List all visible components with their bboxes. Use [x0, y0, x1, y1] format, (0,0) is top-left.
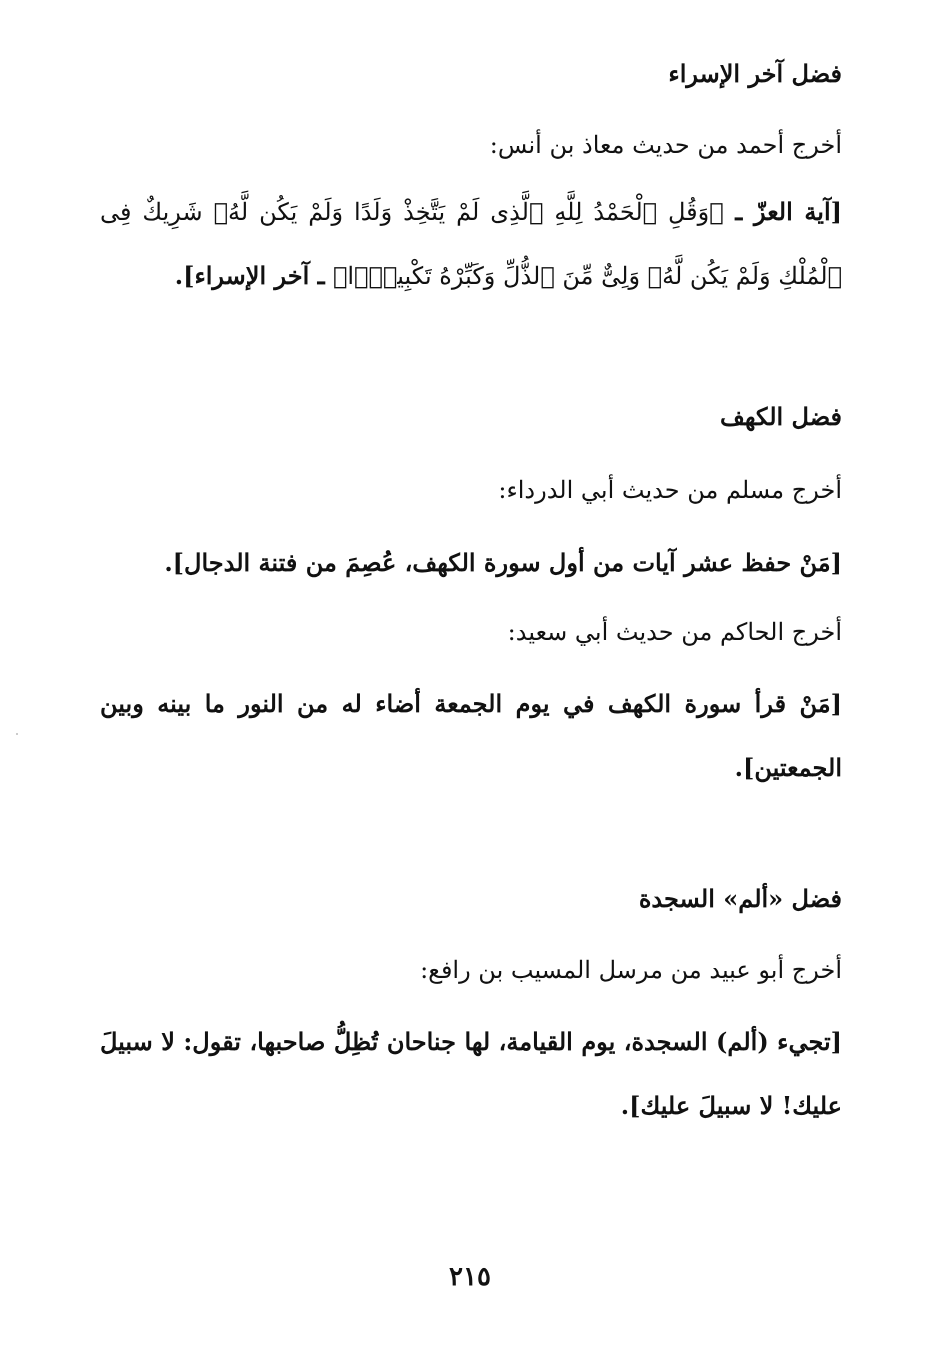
verse-suffix: ـ آخر الإسراء]. — [174, 261, 333, 290]
quran-verse: ﴿وَقُلِ ٱلْحَمْدُ لِلَّهِ ٱلَّذِى لَمْ يَتَّخِذْ وَلَدًا وَلَمْ يَكُن لَّهُۥ شَرِيكٌ فِى ٱلْمُلْكِ وَلَمْ يَكُن لَّهُۥ وَلِىٌّ مِّنَ ٱلذُّلِّ وَكَبِّرْهُ تَكْبِيرًۢا﴾ — [100, 198, 842, 290]
narration-intro-hakim: أخرج الحاكم من حديث أبي سعيد: — [507, 618, 842, 646]
hadith-text-kahf-memorize: [مَنْ حفظ عشر آيات من أول سورة الكهف، عُصِمَ من فتنة الدجال]. — [164, 548, 842, 577]
page-number: ٢١٥ — [449, 1262, 491, 1292]
hadith-text-kahf-friday: [مَنْ قرأ سورة الكهف في يوم الجمعة أضاء له من النور ما بينه وبين الجمعتين]. — [100, 689, 842, 782]
narration-intro-abu-ubaid: أخرج أبو عبيد من مرسل المسيب بن رافع: — [420, 956, 842, 984]
hadith-text-sajda: [تجيء (ألم) السجدة، يوم القيامة، لها جناحان تُظِلُّ صاحبها، تقول: لا سبيلَ عليك! لا سبيلَ عليك]. — [100, 1027, 843, 1120]
scan-speck — [16, 733, 18, 735]
verse-prefix: [آية العزّ ـ — [723, 197, 842, 226]
narration-intro-ahmad: أخرج أحمد من حديث معاذ بن أنس: — [489, 131, 842, 159]
book-page — [100, 0, 842, 1352]
section-heading-kahf: فضل الكهف — [720, 402, 842, 431]
section-heading-isra: فضل آخر الإسراء — [668, 59, 842, 88]
narration-intro-muslim: أخرج مسلم من حديث أبي الدرداء: — [498, 476, 842, 504]
verse-passage — [100, 180, 842, 308]
section-heading-sajda: فضل «ألم» السجدة — [638, 884, 842, 913]
